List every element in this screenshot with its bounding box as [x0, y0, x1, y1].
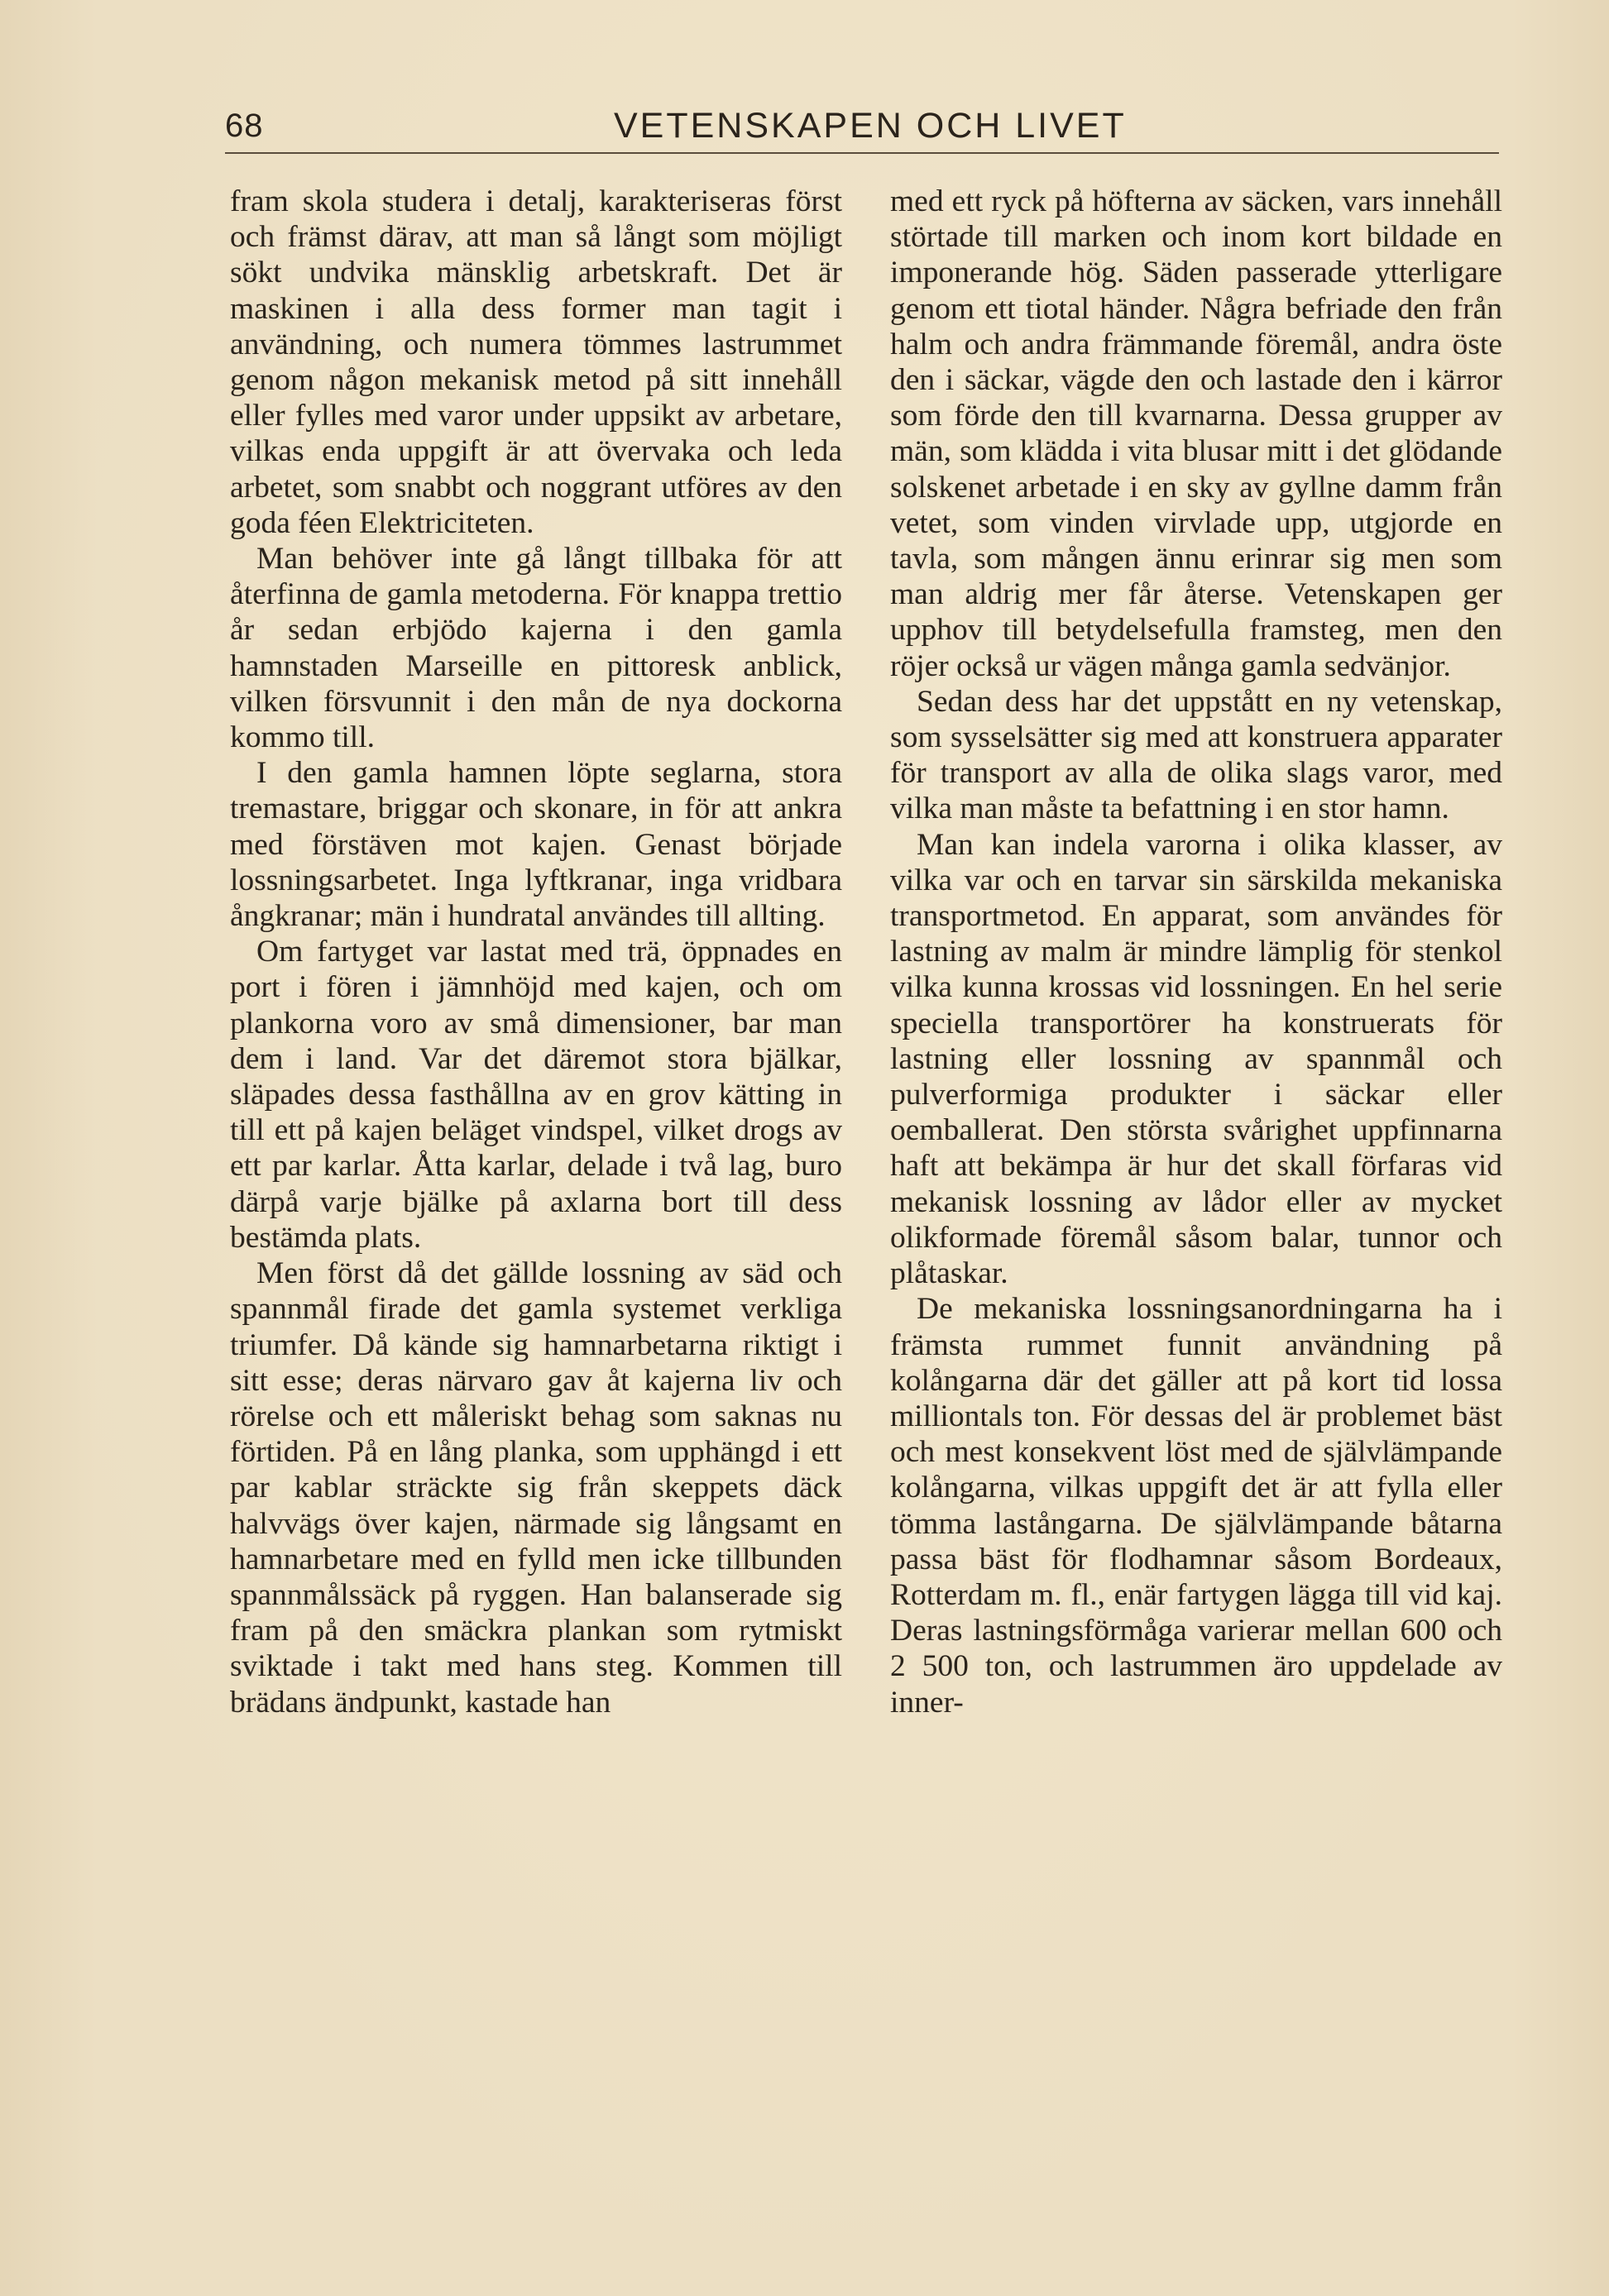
paragraph: De mekaniska lossningsanordningarna ha i främsta rummet funnit användning på kolångarna där det gäller att på kort tid lossa milliontals ton. För dessas del är problemet bäst och mest konsekvent löst med de självlämpande kolångarna, vilkas uppgift det är att fylla eller tömma lastångarna. De självlämpande båtarna passa bäst för flodhamnar såsom Bordeaux, Rotterdam m. fl., enär fartygen lägga till vid kaj. Deras lastningsförmåga varierar mellan 600 och 2 500 ton, och lastrummen äro uppdelade av inner- [890, 1292, 1502, 1720]
header-rule [225, 152, 1499, 154]
paragraph: med ett ryck på höfterna av säcken, vars innehåll störtade till marken och inom kort bildade en imponerande hög. Säden passerade ytterligare genom ett tiotal händer. Några befriade den från halm och andra främmande föremål, andra öste den i säckar, vägde den och lastade den i kärror som förde den till kvarnarna. Dessa grupper av män, som klädda i vita blusar mitt i det glödande solskenet arbetade i en sky av gyllne damm från vetet, som vinden virvlade upp, utgjorde en tavla, som mången ännu erinrar sig men som man aldrig mer får återse. Vetenskapen ger upphov till betydelsefulla framsteg, men den röjer också ur vägen många gamla sedvänjor. [890, 184, 1502, 683]
page-header [225, 98, 1499, 155]
paragraph: Man behöver inte gå långt tillbaka för att återfinna de gamla metoderna. För knappa trettio år sedan erbjödo kajerna i den gamla hamnstaden Marseille en pittoresk anblick, vilken försvunnit i den mån de nya dockorna kommo till. [230, 542, 842, 755]
paragraph: Sedan dess har det uppstått en ny vetenskap, som sysselsätter sig med att konstruera apparater för transport av alla de olika slags varor, med vilka man måste ta befattning i en stor hamn. [890, 684, 1502, 826]
left-column [230, 184, 842, 1720]
paragraph: fram skola studera i detalj, karakteriseras först och främst därav, att man så långt som möjligt sökt undvika mänsklig arbetskraft. Det är maskinen i alla dess former man tagit i användning, och numera tömmes lastrummet genom någon mekanisk metod på sitt innehåll eller fylles med varor under uppsikt av arbetare, vilkas enda uppgift är att övervaka och leda arbetet, som snabbt och noggrant utföres av den goda féen Elektriciteten. [230, 184, 842, 540]
paragraph: Om fartyget var lastat med trä, öppnades en port i fören i jämnhöjd med kajen, och om plankorna voro av små dimensioner, bar man dem i land. Var det däremot stora bjälkar, släpades dessa fasthållna av en grov kätting in till ett på kajen beläget vindspel, vilket drogs av ett par karlar. Åtta karlar, delade i två lag, buro därpå varje bjälke på axlarna bort till dess bestämda plats. [230, 935, 842, 1255]
right-column [890, 184, 1502, 1720]
paragraph: I den gamla hamnen löpte seglarna, stora tremastare, briggar och skonare, in för att ankra med förstäven mot kajen. Genast började lossningsarbetet. Inga lyftkranar, inga vridbara ångkranar; män i hundratal användes till allting. [230, 756, 842, 934]
paragraph: Man kan indela varorna i olika klasser, av vilka var och en tarvar sin särskilda mekaniska transportmetod. En apparat, som användes för lastning av malm är mindre lämplig för stenkol vilka kunna krossas vid lossningen. En hel serie speciella transportörer ha konstruerats för lastning eller lossning av spannmål och pulverformiga produkter i säckar eller oemballerat. Den största svårighet uppfinnarna haft att bekämpa är hur det skall förfaras vid mekanisk lossning av lådor eller av mycket olikformade föremål såsom balar, tunnor och plåtaskar. [890, 827, 1502, 1291]
page-number: 68 [225, 108, 264, 144]
running-title: VETENSKAPEN OCH LIVET [614, 106, 1127, 146]
paragraph: Men först då det gällde lossning av säd och spannmål firade det gamla systemet verkliga triumfer. Då kände sig hamnarbetarna riktigt i sitt esse; deras närvaro gav åt kajerna liv och rörelse och ett måleriskt behag som saknas nu förtiden. På en lång planka, som upphängd i ett par kablar sträckte sig från skeppets däck halvvägs över kajen, närmade sig långsamt en hamnarbetare med en fylld men icke tillbunden spannmålssäck på ryggen. Han balanserade sig fram på den smäckra plankan som rytmiskt sviktade i takt med hans steg. Kommen till brädans ändpunkt, kastade han [230, 1256, 842, 1720]
